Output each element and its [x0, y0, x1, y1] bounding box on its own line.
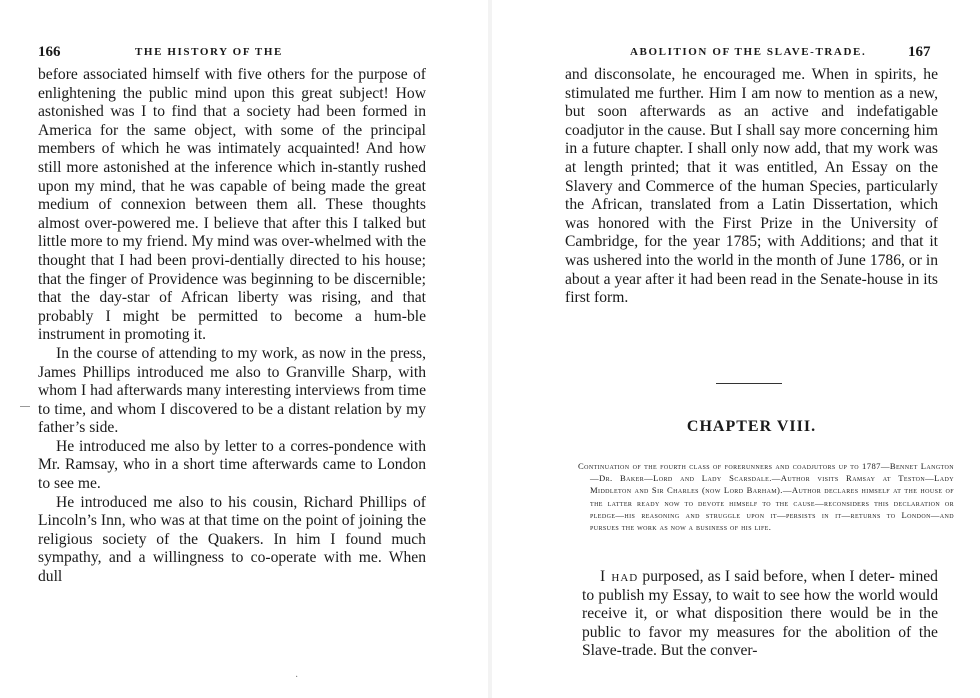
opening-words: I had — [600, 568, 639, 585]
paragraph-2: In the course of attending to my work, as now in the press, James Phillips introduced me also to Granville Sharp, with whom I had afterwards many interesting interviews from time to time, and whom I discovered to be a distant relation by my father’s side. — [38, 344, 427, 437]
page-speck: · — [295, 672, 299, 683]
paragraph-4: He introduced me also to his cousin, Richard Phillips of Lincoln’s Inn, who was at that time on the point of joining the religious society of the Quakers. In him I found much sympathy, and a willingness to co-operate with me. When dull — [38, 493, 427, 586]
page-number-left: 166 — [38, 44, 61, 60]
right-page — [490, 0, 980, 698]
running-head-left: THE HISTORY OF THE — [135, 46, 283, 58]
chapter-body-text — [582, 568, 938, 661]
section-divider — [716, 383, 782, 384]
page-number-right: 167 — [908, 44, 931, 60]
paragraph-3: He introduced me also by letter to a corres-pondence with Mr. Ramsay, who in a short time afterwards came to London to see me. — [38, 437, 426, 493]
chapter-summary: Continuation of the fourth class of forerunners and coadjutors up to 1787—Bennet Langton—Dr. Baker—Lord and Lady Scarsdale.—Author visits Ramsay at Teston—Lady Middleton and Sir Charles (now Lord Barham).—Author declares himself at the house of the latter ready now to devote himself to the cause—reconsiders this declaration or pledge—his reasoning and struggle upon it—persists in it—returns to London—and pursues the work as now a business of his life. — [578, 461, 954, 533]
chapter-opening-paragraph: I had purposed, as I said before, when I deter- mined to publish my Essay, to wait to see how the world would receive it, or what disposition there would be in the public to favor my measures for the abolition of the Slave-trade. But the conver- — [582, 568, 939, 660]
right-body-text — [565, 66, 938, 308]
chapter-title: CHAPTER VIII. — [686, 418, 817, 435]
paragraph-1: before associated himself with five others for the purpose of enlightening the public mind upon this great subject! How astonished was I to find that a society had been formed in America for the same object, with some of the principal members of which he was intimately acquainted! And how still more astonished at the inference which in-stantly rushed upon my mind, that he was capable of being made the great medium of connexion between them all. These thoughts almost over-powered me. I believe that after this I talked but little more to my friend. My mind was over-whelmed with the thought that I had been provi-dentially directed to his house; that the finger of Providence was beginning to be discernible; that the day-star of African liberty was rising, and that probably I might be permitted to become a hum-ble instrument in promoting it. — [38, 66, 427, 344]
left-body-text — [38, 66, 426, 587]
paragraph-continued: and disconsolate, he encouraged me. When in spirits, he stimulated me further. Him I am now to mention as a new, but soon afterwards as an active and indefatigable coadjutor in the cause. But I shall say more concerning him in a future chapter. I shall only now add, that my work was at length printed; that it was entitled, An Essay on the Slavery and Commerce of the human Species, particularly the African, translated from a Latin Dissertation, which was honored with the First Prize in the University of Cambridge, for the year 1785; with Additions; and that it was ushered into the world in the month of June 1786, or in about a year after it had been read in the Senate-house in its first form. — [565, 66, 939, 307]
running-head-right: ABOLITION OF THE SLAVE-TRADE. — [630, 46, 867, 58]
